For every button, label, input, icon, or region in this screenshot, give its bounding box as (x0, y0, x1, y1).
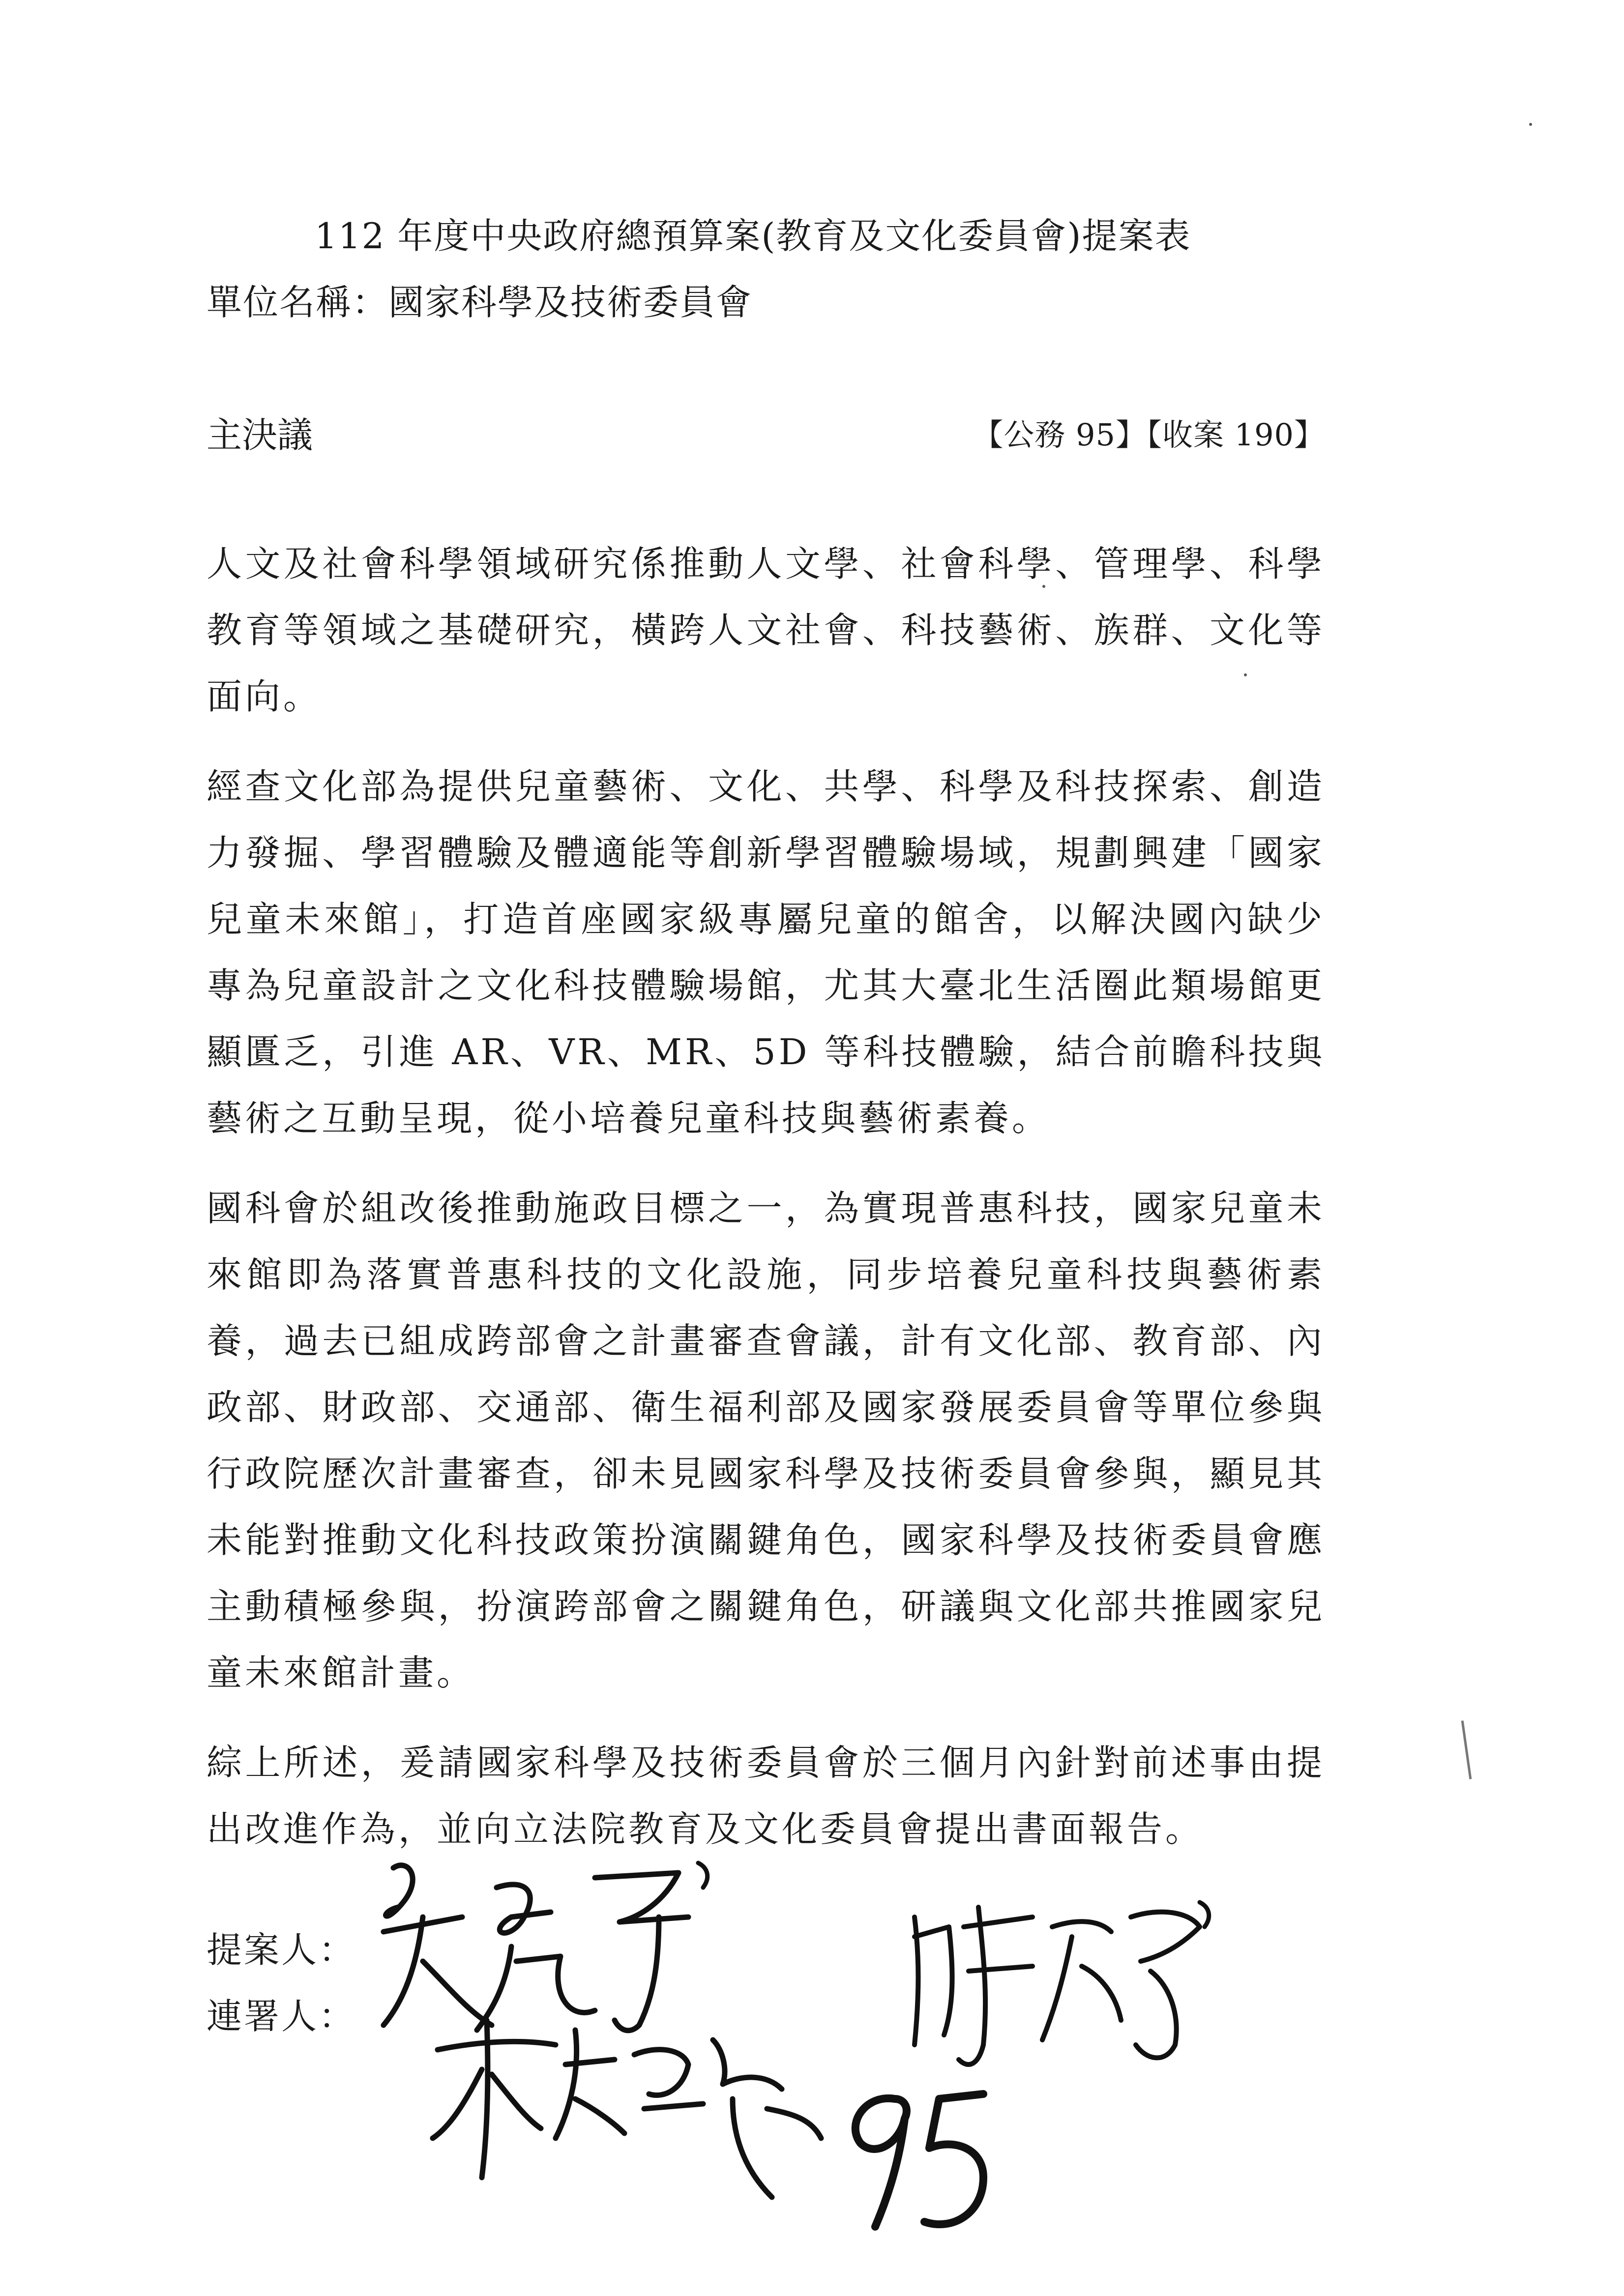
handwritten-number-95 (836, 2079, 998, 2246)
resolution-label: 主決議 (207, 414, 313, 456)
scan-edge-mark (1461, 1720, 1472, 1779)
proposer-label: 提案人： (207, 1929, 356, 1971)
scan-speck (1529, 123, 1532, 126)
unit-name-line: 單位名稱：國家科學及技術委員會 (207, 282, 753, 323)
signers-block (207, 1917, 356, 2050)
cosigner-signature-right (905, 1897, 1219, 2094)
paragraph-4: 綜上所述，爰請國家科學及技術委員會於三個月內針對前述事由提出改進作為，並向立法院教育及文化委員會提出書面報告。 (207, 1742, 1325, 1850)
cosigner-signature (428, 2010, 851, 2217)
paragraph-1: 人文及社會科學領域研究係推動人文學、社會科學、管理學、科學教育等領域之基礎研究，橫跨人文社會、科技藝術、族群、文化等面向。 (207, 543, 1325, 717)
cosigner-label: 連署人： (207, 1996, 356, 2037)
paragraph-2: 經查文化部為提供兒童藝術、文化、共學、科學及科技探索、創造力發掘、學習體驗及體適能等創新學習體驗場域，規劃興建「國家兒童未來館」，打造首座國家級專屬兒童的館舍，以解決國內缺少專為兒童設計之文化科技體驗場館，尤其大臺北生活圈此類場館更顯匱乏，引進 AR、VR、MR、5D 等科技體驗，結合前瞻科技與藝術之互動呈現，從小培養兒童科技與藝術素養。 (207, 766, 1325, 1139)
resolution-header-row (207, 410, 1325, 460)
scan-speck (1042, 585, 1045, 588)
case-codes: 【公務 95】【收案 190】 (973, 417, 1325, 453)
paragraph-3: 國科會於組改後推動施政目標之一，為實現普惠科技，國家兒童未來館即為落實普惠科技的文化設施，同步培養兒童科技與藝術素養，過去已組成跨部會之計畫審查會議，計有文化部、教育部、內政部、財政部、交通部、衛生福利部及國家發展委員會等單位參與行政院歷次計畫審查，卻未見國家科學及技術委員會參與，顯見其未能對推動文化科技政策扮演關鍵角色，國家科學及技術委員會應主動積極參與，扮演跨部會之關鍵角色，研議與文化部共推國家兒童未來館計畫。 (207, 1188, 1325, 1693)
proposal-body (207, 531, 1325, 1886)
scan-speck (1244, 673, 1247, 676)
document-title: 112 年度中央政府總預算案(教育及文化委員會)提案表 (315, 215, 1191, 257)
